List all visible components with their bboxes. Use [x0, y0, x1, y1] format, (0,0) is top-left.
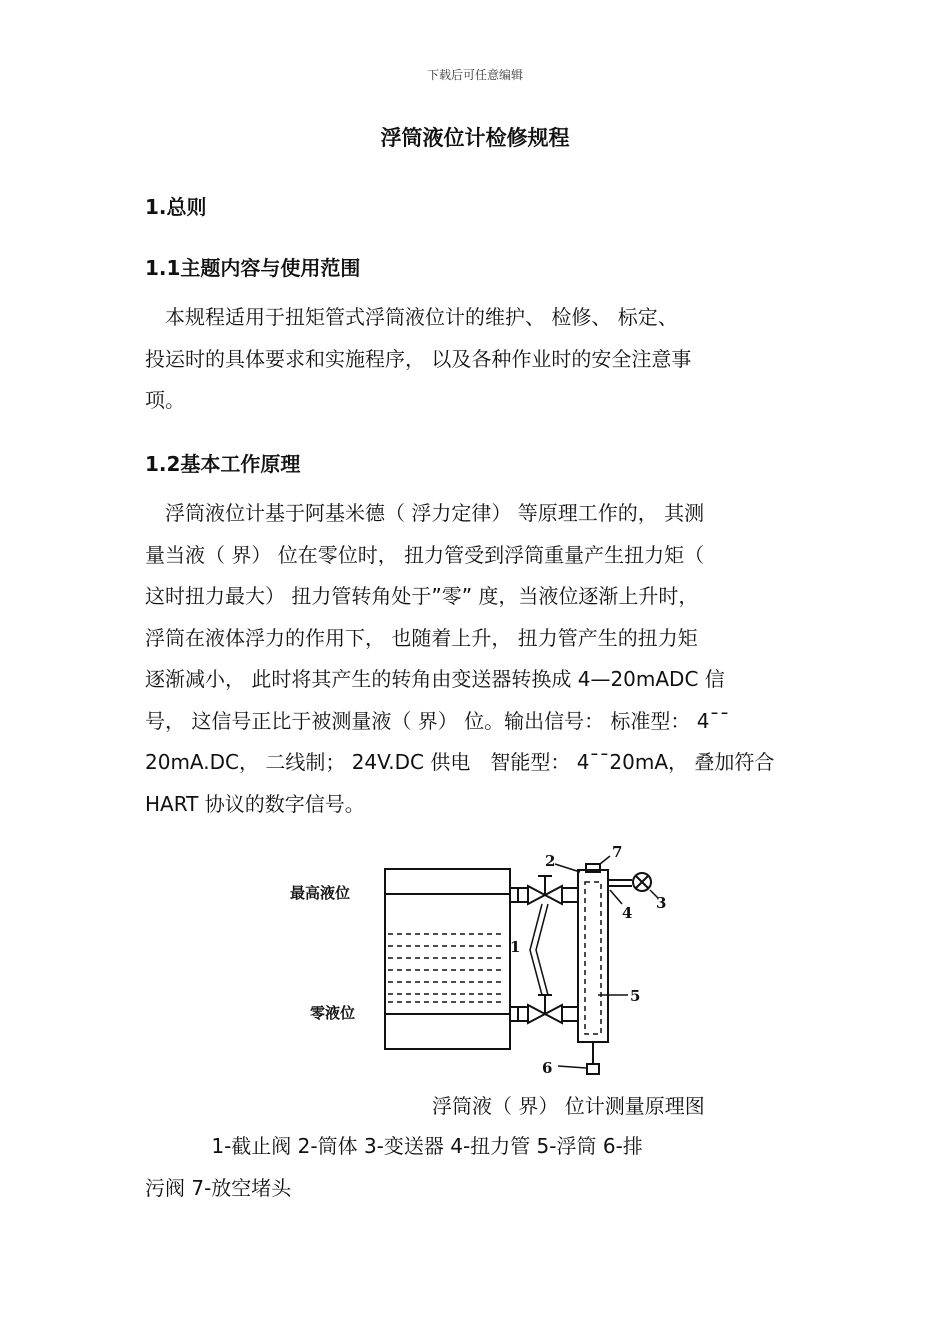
legend-line: 1-截止阀 2-筒体 3-变送器 4-扭力管 5-浮筒 6-排 [145, 1134, 643, 1158]
text-line: 量当液（ 界） 位在零位时， 扭力管受到浮筒重量产生扭力矩（ [145, 542, 705, 567]
text-line: 本规程适用于扭矩管式浮筒液位计的维护、 检修、 标定、 [145, 305, 678, 329]
text-line: 这时扭力最大） 扭力管转角处于”零” 度，当液位逐渐上升时， [145, 584, 699, 608]
text-line: 项。 [145, 388, 185, 412]
callout-1: 1 [510, 938, 521, 956]
document-title: 浮筒液位计检修规程 [380, 126, 570, 150]
max-level-label: 最高液位 [290, 884, 351, 902]
callout-2: 2 [545, 852, 556, 870]
figure-legend [145, 1126, 817, 1209]
principle-paragraph [145, 493, 817, 825]
header-note: 下载后可任意编辑 [426, 68, 523, 82]
section-heading-general: 1.总则 [145, 195, 207, 219]
text-line: 逐渐减小， 此时将其产生的转角由变送器转换成 4—20mADC 信 [145, 667, 725, 691]
section-heading-scope: 1.1主题内容与使用范围 [145, 256, 361, 280]
text-line: 20mA.DC， 二线制； 24V.DC 供电 智能型： 4¯¯20mA， 叠加符合 [145, 750, 775, 774]
upper-valve-left [528, 886, 545, 904]
callout-6: 6 [542, 1059, 553, 1077]
callout-7: 7 [612, 843, 623, 861]
section-heading-principle: 1.2基本工作原理 [145, 452, 301, 476]
callout-5: 5 [630, 987, 641, 1005]
callout-4: 4 [622, 904, 633, 922]
text-line: HART 协议的数字信号。 [145, 791, 365, 816]
lower-valve-left [528, 1005, 545, 1023]
float [585, 882, 601, 1034]
upper-valve-right [545, 886, 562, 904]
float-level-diagram [280, 842, 700, 1082]
text-line: 投运时的具体要求和实施程序， 以及各种作业时的安全注意事 [145, 346, 692, 371]
callout-3: 3 [656, 894, 667, 912]
zero-level-label: 零液位 [310, 1004, 356, 1022]
text-line: 浮筒在液体浮力的作用下， 也随着上升， 扭力管产生的扭力矩 [145, 625, 698, 650]
scope-paragraph [145, 297, 817, 422]
legend-line: 污阀 7-放空堵头 [145, 1175, 292, 1200]
drain-valve [587, 1064, 599, 1074]
chamber [578, 870, 608, 1042]
text-line: 浮筒液位计基于阿基米德（ 浮力定律） 等原理工作的， 其测 [145, 501, 705, 525]
text-line: 号， 这信号正比于被测量液（ 界） 位。输出信号： 标准型： 4¯¯ [145, 708, 730, 733]
lower-valve-right [545, 1005, 562, 1023]
figure-caption: 浮筒液（ 界） 位计测量原理图 [432, 1094, 705, 1118]
tank [385, 869, 510, 1049]
